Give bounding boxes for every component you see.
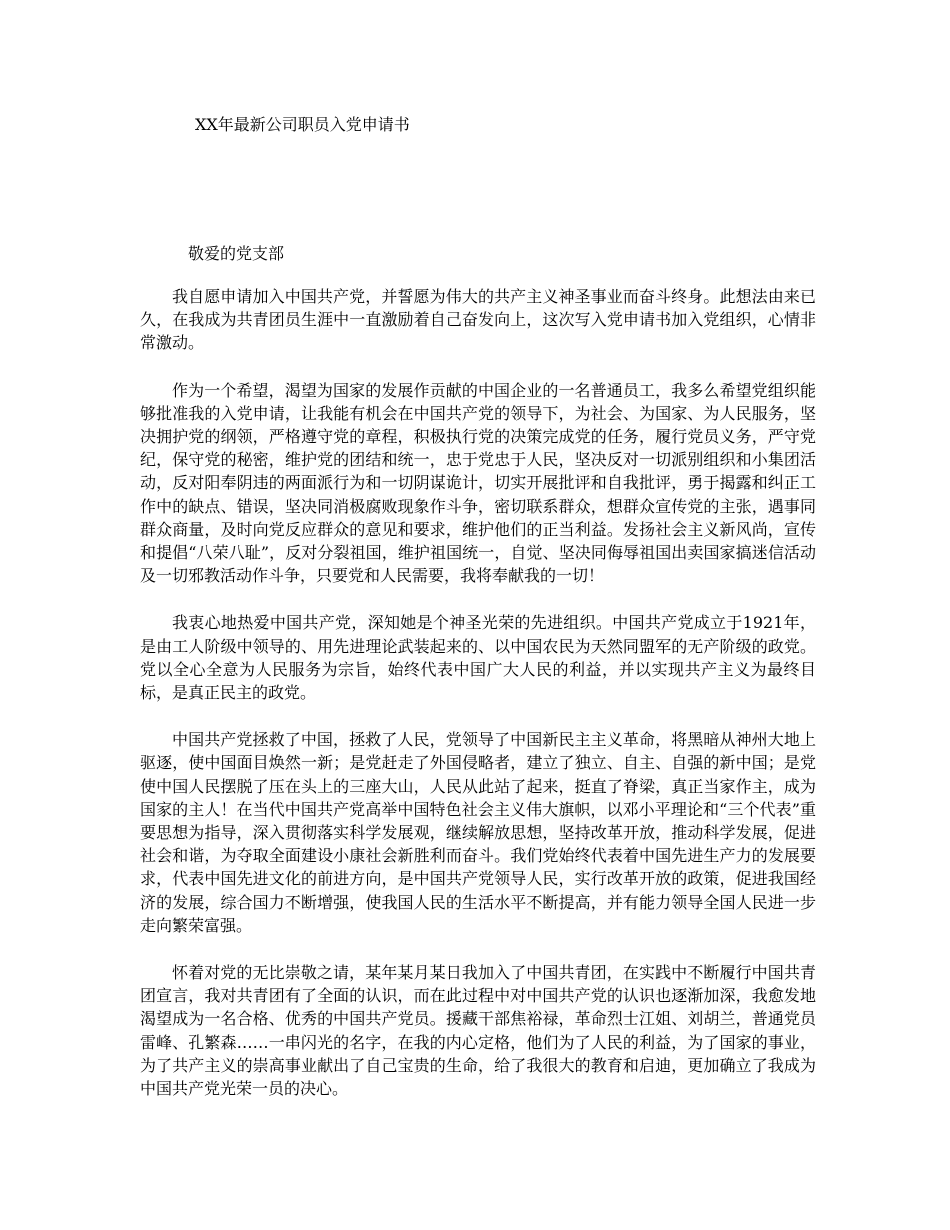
paragraph-5: 怀着对党的无比崇敬之请，某年某月某日我加入了中国共青团，在实践中不断履行中国共青团宣言，我对共青团有了全面的认识，而在此过程中对中国共产党的认识也逐渐加深，我愈发地渴望成为一名合格、优秀的中国共产党员。援藏干部焦裕禄，革命烈士江姐、刘胡兰，普通党员雷峰、孔繁森……一串闪光的名字，在我的内心定格，他们为了人民的利益，为了国家的事业，为了共产主义的崇高事业献出了自己宝贵的生命，给了我很大的教育和启迪，更加确立了我成为中国共产党光荣一员的决心。	[140, 963, 816, 1099]
salutation: 敬爱的党支部	[188, 244, 285, 263]
document-body	[140, 285, 816, 1124]
paragraph-4: 中国共产党拯救了中国，拯救了人民，党领导了中国新民主主义革命，将黑暗从神州大地上驱逐，使中国面目焕然一新；是党赶走了外国侵略者，建立了独立、自主、自强的新中国；是党使中国人民摆脱了压在头上的三座大山，人民从此站了起来，挺直了脊梁，真正当家作主，成为国家的主人！在当代中国共产党高举中国特色社会主义伟大旗帜，以邓小平理论和“三个代表”重要思想为指导，深入贯彻落实科学发展观，继续解放思想，坚持改革开放，推动科学发展，促进社会和谐，为夺取全面建设小康社会新胜利而奋斗。我们党始终代表着中国先进生产力的发展要求，代表中国先进文化的前进方向，是中国共产党领导人民，实行改革开放的政策，促进我国经济的发展，综合国力不断增强，使我国人民的生活水平不断提高，并有能力领导全国人民进一步走向繁荣富强。	[140, 730, 816, 935]
paragraph-3: 我衷心地热爱中国共产党，深知她是个神圣光荣的先进组织。中国共产党成立于1921年，是由工人阶级中领导的、用先进理论武装起来的、以中国农民为天然同盟军的无产阶级的政党。党以全心全意为人民服务为宗旨，始终代表中国广大人民的利益，并以实现共产主义为最终目标，是真正民主的政党。	[140, 613, 816, 703]
paragraph-1: 我自愿申请加入中国共产党，并誓愿为伟大的共产主义神圣事业而奋斗终身。此想法由来已久，在我成为共青团员生涯中一直激励着自己奋发向上，这次写入党申请书加入党组织，心情非常激动。	[140, 287, 816, 353]
document-title: XX年最新公司职员入党申请书	[195, 115, 410, 134]
paragraph-2: 作为一个希望，渴望为国家的发展作贡献的中国企业的一名普通员工，我多么希望党组织能够批准我的入党申请，让我能有机会在中国共产党的领导下，为社会、为国家、为人民服务，坚决拥护党的纲领，严格遵守党的章程，积极执行党的决策完成党的任务，履行党员义务，严守党纪，保守党的秘密，维护党的团结和统一，忠于党忠于人民，坚决反对一切派别组织和小集团活动，反对阳奉阴违的两面派行为和一切阴谋诡计，切实开展批评和自我批评，勇于揭露和纠正工作中的缺点、错误，坚决同消极腐败现象作斗争，密切联系群众，想群众宣传党的主张，遇事同群众商量，及时向党反应群众的意见和要求，维护他们的正当利益。发扬社会主义新风尚，宣传和提倡“八荣八耻”，反对分裂祖国，维护祖国统一，自觉、坚决同侮辱祖国出卖国家搞迷信活动及一切邪教活动作斗争，只要党和人民需要，我将奉献我的一切！	[140, 380, 816, 586]
